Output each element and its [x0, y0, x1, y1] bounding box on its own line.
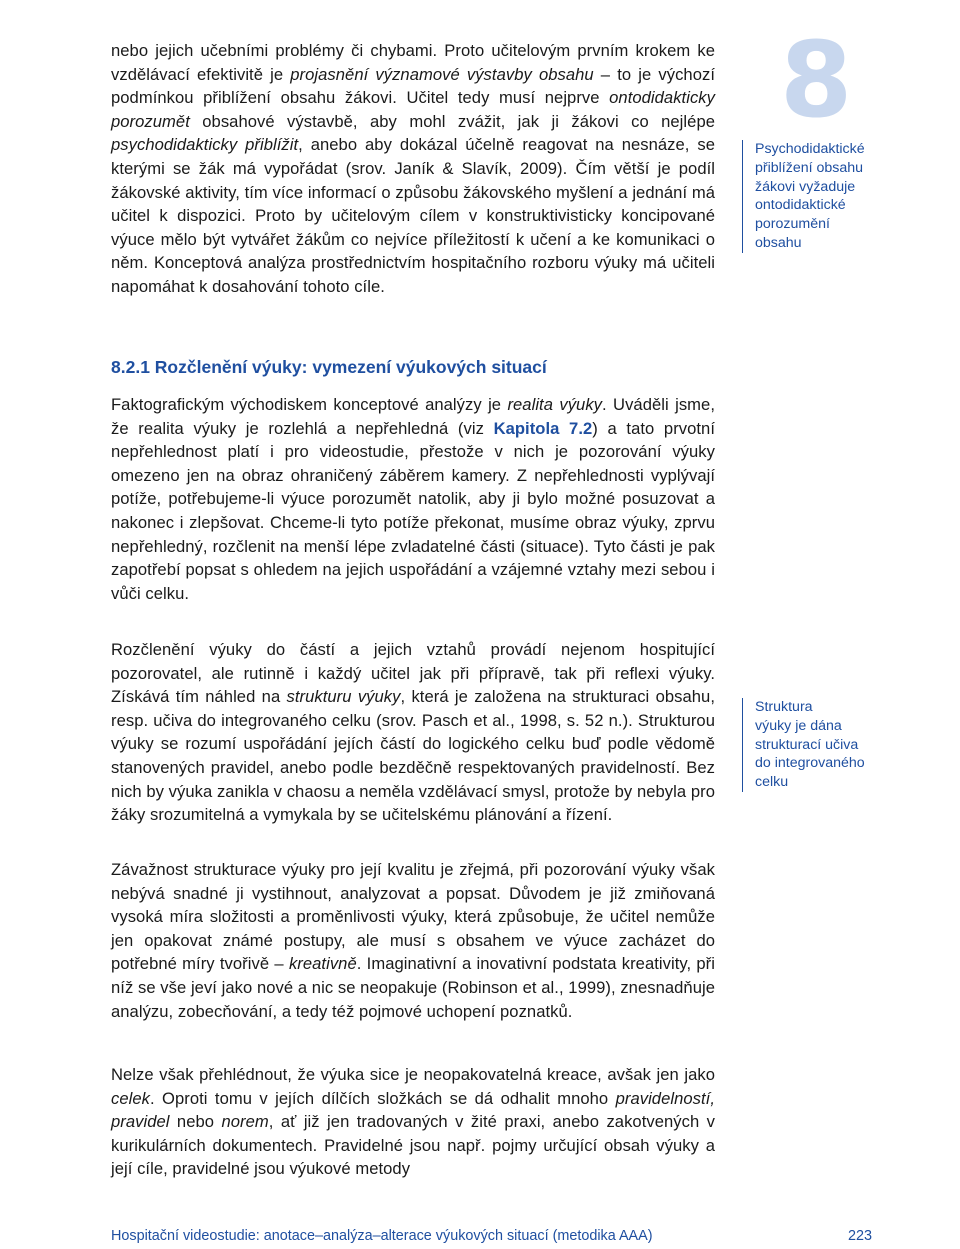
- text: Faktografickým východiskem konceptové analýzy je: [111, 395, 508, 414]
- margin-note-line: obsahu: [755, 234, 802, 251]
- margin-note-line: výuky je dána: [755, 717, 842, 734]
- page-number: 223: [847, 1228, 872, 1244]
- text: , která je založena na strukturaci obsahu, resp. učiva do integrovaného celku (srov. Pasch et al., 1998, s. 52 n.). Strukturou výuky se rozumí uspořádání jejích částí do logického celku buď podle vědomě stanovených pravidel, anebo podle bezděčně respektovaných pravidelností. Bez nich by výuka zanikla v chaosu a neměla vzdělávací smysl, protože by nebyla pro žáky srozumitelná a vymykala by se učitelskému plánování a řízení.: [111, 687, 715, 825]
- text: , anebo aby dokázal účelně reagovat na nesnáze, se kterými se žák má vypořádat (srov. Janík & Slavík, 2009). Čím větší je podíl žákovské aktivity, tím více informací o způsobu žákovského myšlení a jednání má učitel k dispozici. Proto by učitelovým cílem v konstruktivisticky koncipované výuce mělo být vytvářet žákům co nejvíce příležitostí k učení a ke komunikaci o něm. Konceptová analýza prostřednictvím hospitačního rozboru výuky má učiteli napomáhat k dosahování tohoto cíle.: [111, 135, 716, 296]
- text: . Uváděli jsme, že realita výuky je rozlehlá a nepřehledná (viz: [111, 395, 715, 438]
- chapter-number: 8: [780, 19, 853, 141]
- text: nebo: [169, 1112, 222, 1132]
- footer-title: Hospitační videostudie: anotace–analýza–alterace výukových situací (metodika AAA): [111, 1228, 653, 1244]
- text: . Oproti tomu v jejích dílčích složkách se dá odhalit mnoho: [150, 1088, 616, 1108]
- margin-note-structure: [742, 698, 895, 792]
- text: Nelze však přehlédnout, že výuka sice je neopakovatelná kreace, avšak jen jako: [111, 1065, 715, 1084]
- paragraph-3: [111, 638, 715, 827]
- emphasis: pravidelností, pravidel: [111, 1088, 715, 1132]
- emphasis: norem: [221, 1112, 269, 1132]
- text: nebo jejich učebními problémy či chybami. Proto učitelovým prvním krokem ke vzdělávací efektivitě je: [111, 41, 715, 84]
- emphasis: celek: [111, 1088, 150, 1108]
- emphasis: realita výuky: [507, 395, 603, 414]
- emphasis: strukturu výuky: [286, 687, 401, 707]
- text: obsahové výstavbě, aby mohl zvážit, jak ji žákovi co nejlépe: [189, 111, 715, 131]
- paragraph-2: [111, 393, 715, 605]
- text: . Imaginativní a inovativní podstata kreativity, při níž se vše jeví jako nové a nic se neopakuje (Robinson et al., 1999), znesnadňuje analýzu, zobecňování, a tedy též pojmové uchopení poznatků.: [111, 954, 715, 1021]
- emphasis: kreativně: [288, 954, 357, 974]
- emphasis: psychodidakticky přiblížit: [111, 135, 299, 155]
- page-footer: [111, 1228, 872, 1244]
- section-heading: 8.2.1 Rozčlenění výuky: vymezení výukových situací: [111, 357, 547, 377]
- chapter-link[interactable]: Kapitola 7.2: [493, 418, 593, 438]
- margin-note-line: strukturací učiva: [755, 736, 859, 753]
- margin-note-line: do integrovaného: [755, 755, 865, 772]
- margin-note-line: porozumění: [755, 216, 830, 233]
- text: – to je výchozí podmínkou přiblížení obsahu žákovi. Učitel tedy musí nejprve: [111, 64, 715, 108]
- emphasis: ontodidakticky porozumět: [111, 88, 715, 131]
- margin-note-line: přiblížení obsahu: [755, 159, 864, 176]
- text: Závažnost strukturace výuky pro její kvalitu je zřejmá, při pozorování výuky však nebývá snadné ji vystihnout, analyzovat a popsat. Důvodem je již zmiňovaná vysoká míra složitosti a proměnlivosti výuky, která způsobuje, že učitel nemůže jen opakovat známé postupy, ale musí s obsahem ve výuce zacházet do potřebné míry tvořivě –: [111, 860, 715, 974]
- margin-note-line: žákovi vyžaduje: [755, 178, 856, 195]
- margin-note-psychodidactic: [742, 140, 895, 253]
- margin-note-line: celku: [755, 774, 789, 791]
- paragraph-5: [111, 1063, 715, 1181]
- margin-note-line: ontodidaktické: [755, 197, 846, 214]
- margin-note-line: Struktura: [755, 699, 813, 715]
- text: Rozčlenění výuky do částí a jejich vztahů provádí nejenom hospitující pozorovatel, ale rutinně i každý učitel jak při přípravě, tak při reflexi výuky. Získává tím náhled na: [111, 640, 715, 707]
- paragraph-1: [111, 39, 715, 299]
- margin-note-line: Psychodidaktické: [755, 141, 865, 157]
- text: ) a tato prvotní nepřehlednost platí i pro videostudie, přestože v nich je pozorování výuky omezeno jen na obraz ohraničený záběrem kamery. Z nepřehlednosti vyplývají potíže, potřebujeme-li výuce porozumět natolik, aby ji bylo možné posuzovat a nakonec i zlepšovat. Chceme-li tyto potíže překonat, musíme obraz výuky, zprvu nepřehledný, rozčlenit na menší lépe zvladatelné části (situace). Tyto části je pak zapotřebí popsat s ohledem na jejich uspořádání a vzájemné vztahy mezi sebou i vůči celku.: [111, 418, 715, 603]
- emphasis: projasnění významové výstavby obsahu: [290, 64, 594, 84]
- paragraph-4: [111, 858, 715, 1023]
- text: , ať již jen tradovaných v žité praxi, anebo zakotvených v kurikulárních dokumentech. Pravidelné jsou např. pojmy určující obsah výuky a její cíle, pravidelné jsou výukové metody: [111, 1112, 715, 1179]
